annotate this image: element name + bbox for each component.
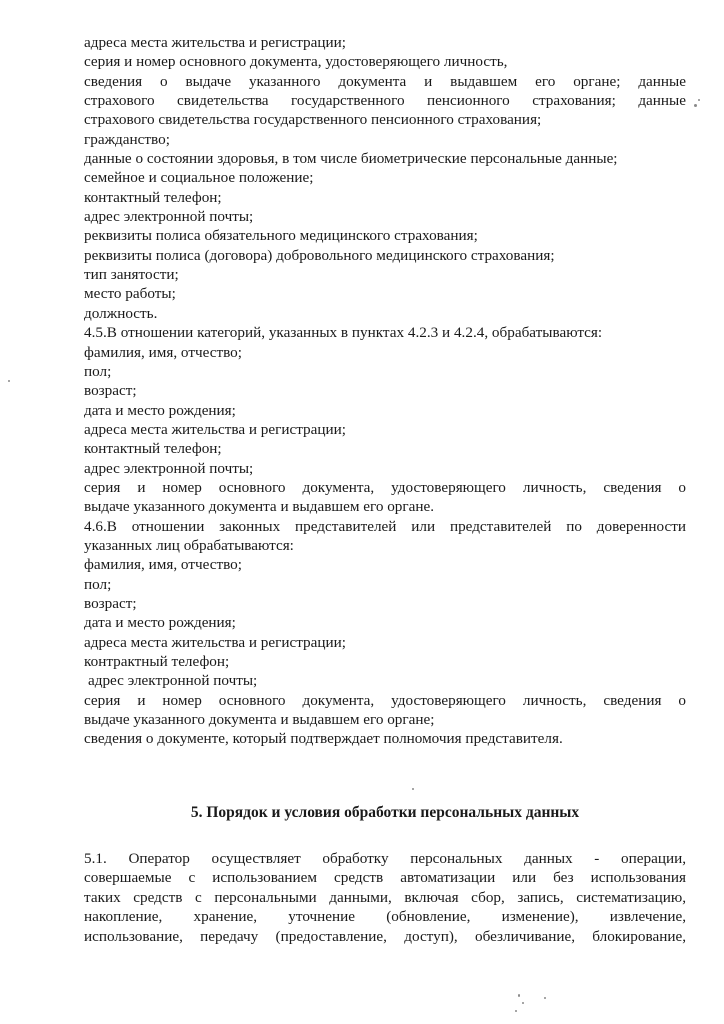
section-4-text — [84, 33, 686, 749]
text-line: должность. — [84, 304, 158, 322]
text-line: накопление, хранение, уточнение (обновление, изменение), извлечение, — [84, 908, 686, 926]
text-line: 4.5.В отношении категорий, указанных в пунктах 4.2.3 и 4.2.4, обрабатываются: — [84, 324, 603, 342]
text-line: использование, передачу (предоставление, доступ), обезличивание, блокирование, — [84, 927, 686, 945]
text-line: таких средств с персональными данными, включая сбор, запись, систематизацию, — [84, 888, 686, 906]
text-line: дата и место рождения; — [84, 401, 236, 419]
text-line: адреса места жительства и регистрации; — [84, 420, 346, 438]
text-line: тип занятости; — [84, 266, 179, 284]
text-line: место работы; — [84, 285, 176, 303]
text-line: контактный телефон; — [84, 188, 222, 206]
text-line: гражданство; — [84, 130, 170, 148]
text-line: 5.1. Оператор осуществляет обработку персональных данных - операции, — [84, 850, 686, 867]
text-line: пол; — [84, 575, 112, 593]
text-line: пол; — [84, 362, 112, 380]
text-line: серия и номер основного документа, удостоверяющего личность, — [84, 53, 508, 71]
text-line: совершаемые с использованием средств автоматизации или без использования — [84, 869, 686, 887]
scan-speck — [522, 1002, 524, 1004]
text-line: адрес электронной почты; — [88, 672, 258, 690]
scan-speck — [412, 788, 414, 790]
text-line: адреса места жительства и регистрации; — [84, 633, 346, 651]
text-line: возраст; — [84, 382, 137, 400]
text-line: серия и номер основного документа, удостоверяющего личность, сведения о — [84, 691, 686, 709]
text-line: 4.6.В отношении законных представителей или представителей по доверенности — [84, 517, 686, 535]
text-line: сведения о выдаче указанного документа и выдавшем его органе; данные — [84, 72, 686, 90]
text-line: фамилия, имя, отчество; — [84, 556, 242, 574]
text-line: контрактный телефон; — [84, 653, 230, 670]
text-line: адрес электронной почты; — [84, 208, 254, 226]
text-line: адрес электронной почты; — [84, 459, 254, 477]
scan-speck — [544, 997, 546, 999]
text-line: данные о состоянии здоровья, в том числе биометрические персональные данные; — [84, 150, 618, 168]
text-line: фамилия, имя, отчество; — [84, 343, 242, 361]
text-line: страхового свидетельства государственного пенсионного страхования; — [84, 111, 542, 129]
text-line: реквизиты полиса (договора) добровольного медицинского страхования; — [84, 246, 555, 264]
text-line: дата и место рождения; — [84, 614, 236, 632]
section-5-1-paragraph — [84, 849, 686, 946]
text-line: указанных лиц обрабатываются: — [84, 536, 294, 554]
scan-speck — [518, 994, 520, 997]
scan-speck — [515, 1010, 517, 1012]
scan-speck — [8, 380, 10, 382]
text-line: выдаче указанного документа и выдавшем его органе. — [84, 498, 435, 516]
text-line: контактный телефон; — [84, 440, 222, 458]
section-5-heading: 5. Порядок и условия обработки персональных данных — [190, 804, 580, 821]
text-line: возраст; — [84, 594, 137, 612]
scan-speck — [694, 104, 697, 107]
text-line: реквизиты полиса обязательного медицинского страхования; — [84, 227, 478, 245]
scan-speck — [698, 99, 700, 101]
text-line: адреса места жительства и регистрации; — [84, 34, 346, 51]
text-line: страхового свидетельства государственного пенсионного страхования; данные — [84, 92, 686, 110]
text-line: семейное и социальное положение; — [84, 169, 314, 187]
text-line: выдаче указанного документа и выдавшем его органе; — [84, 711, 435, 729]
text-line: сведения о документе, который подтверждает полномочия представителя. — [84, 730, 563, 748]
text-line: серия и номер основного документа, удостоверяющего личность, сведения о — [84, 478, 686, 496]
